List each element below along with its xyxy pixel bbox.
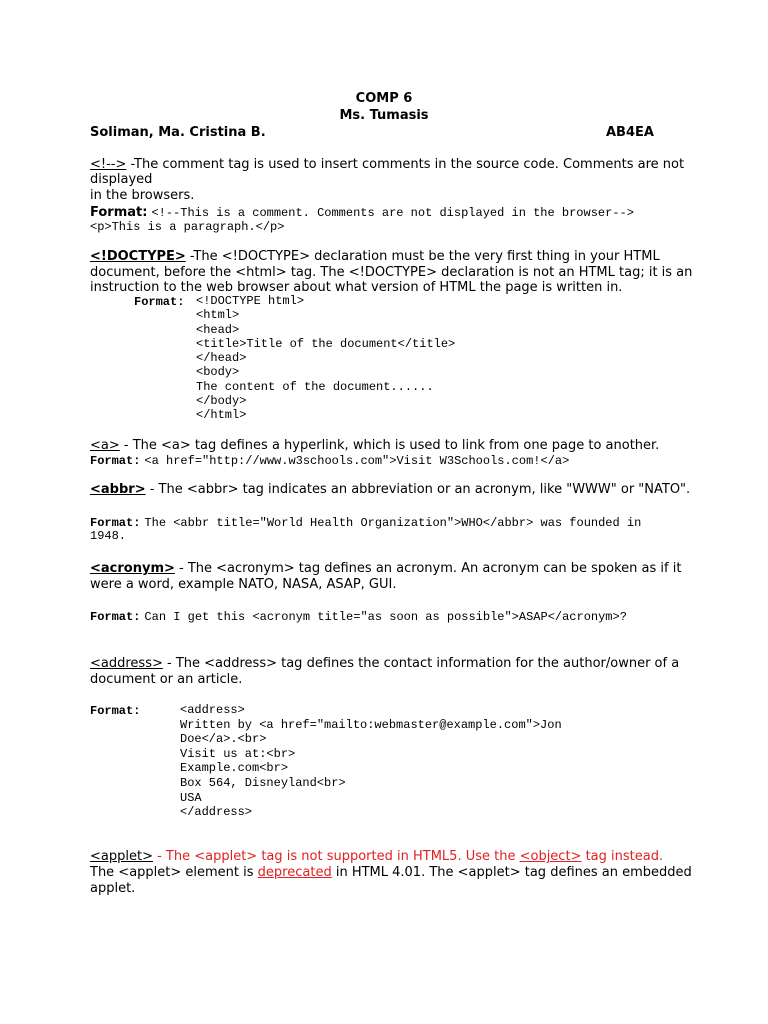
code-line: Can I get this <acronym title="as soon as possible">ASAP</acronym>? — [144, 610, 627, 624]
code-line: <!DOCTYPE html> — [196, 294, 305, 308]
applet-paragraph: <applet> - The <applet> tag is not supported in HTML5. Use the <object> tag instead. — [90, 849, 664, 864]
teacher-name: Ms. Tumasis — [339, 108, 429, 123]
a-paragraph: <a> - The <a> tag defines a hyperlink, which is used to link from one page to another. — [90, 438, 660, 453]
acronym-format — [90, 608, 627, 625]
code-line: Box 564, Disneyland<br> — [180, 775, 346, 790]
code-line: Written by <a href="mailto:webmaster@example.com">Jon — [180, 717, 562, 732]
doctype-line: instruction to the web browser about what version of HTML the page is written in. — [90, 280, 623, 295]
address-code-block — [180, 703, 562, 820]
format-label: Format: — [90, 516, 141, 530]
a-format — [90, 452, 569, 469]
doctype-code-block — [196, 294, 455, 423]
format-label: Format: — [90, 205, 148, 220]
code-line: </html> — [196, 408, 247, 423]
code-line: <title>Title of the document</title> — [196, 336, 456, 351]
code-line: Doe</a>.<br> — [180, 732, 267, 747]
format-label: Format: — [90, 454, 141, 468]
code-line: <html> — [196, 308, 240, 323]
course-title: COMP 6 — [355, 91, 413, 106]
applet-tag: <applet> — [90, 849, 153, 864]
code-line: USA — [180, 790, 202, 805]
address-tag: <address> — [90, 656, 163, 671]
deprecated-link[interactable]: deprecated — [257, 865, 332, 880]
abbr-paragraph: <abbr> - The <abbr> tag indicates an abbreviation or an acronym, like "WWW" or "NATO". — [90, 482, 691, 497]
format-label: Format: — [134, 295, 185, 309]
abbr-format — [90, 514, 641, 531]
code-line: Visit us at:<br> — [180, 746, 296, 761]
code-line: The content of the document...... — [196, 379, 434, 394]
comment-paragraph: <!--> -The comment tag is used to insert comments in the source code. Comments are not — [90, 157, 685, 172]
code-line: <head> — [196, 322, 240, 337]
object-link[interactable]: <object> — [519, 849, 582, 864]
applet-line: The <applet> element is deprecated in HTML 4.01. The <applet> tag defines an embedded — [90, 865, 692, 880]
code-line: </address> — [180, 805, 253, 820]
doctype-line: document, before the <html> tag. The <!DOCTYPE> declaration is not an HTML tag; it is an — [90, 265, 693, 280]
code-line: The <abbr title="World Health Organization">WHO</abbr> was founded in — [144, 516, 642, 530]
code-line: Example.com<br> — [180, 761, 289, 776]
section-code: AB4EA — [606, 125, 654, 140]
comment-tag: <!--> — [90, 157, 127, 172]
doctype-paragraph: <!DOCTYPE> -The <!DOCTYPE> declaration must be the very first thing in your HTML — [90, 249, 660, 264]
applet-line: applet. — [90, 881, 136, 896]
address-paragraph: <address> - The <address> tag defines the contact information for the author/owner of a — [90, 656, 680, 671]
code-line: <body> — [196, 365, 240, 380]
code-line: </head> — [196, 351, 247, 366]
comment-line: displayed — [90, 172, 153, 187]
code-line: <address> — [180, 703, 245, 717]
format-label: Format: — [90, 610, 141, 624]
code-line: <a href="http://www.w3schools.com">Visit W3Schools.com!</a> — [144, 454, 570, 468]
code-line: <!--This is a comment. Comments are not displayed in the browser--> — [151, 206, 634, 220]
code-line: 1948. — [90, 529, 127, 543]
code-line: </body> — [196, 394, 247, 409]
format-label: Format: — [90, 704, 141, 718]
doctype-tag: <!DOCTYPE> — [90, 249, 186, 264]
student-name: Soliman, Ma. Cristina B. — [90, 125, 266, 140]
acronym-line: were a word, example NATO, NASA, ASAP, GUI. — [90, 577, 397, 592]
address-line: document or an article. — [90, 672, 243, 687]
comment-line: in the browsers. — [90, 188, 195, 203]
code-line: <p>This is a paragraph.</p> — [90, 220, 285, 234]
acronym-paragraph: <acronym> - The <acronym> tag defines an acronym. An acronym can be spoken as if it — [90, 561, 682, 576]
a-tag: <a> — [90, 438, 120, 453]
acronym-tag: <acronym> — [90, 561, 175, 576]
abbr-tag: <abbr> — [90, 482, 146, 497]
